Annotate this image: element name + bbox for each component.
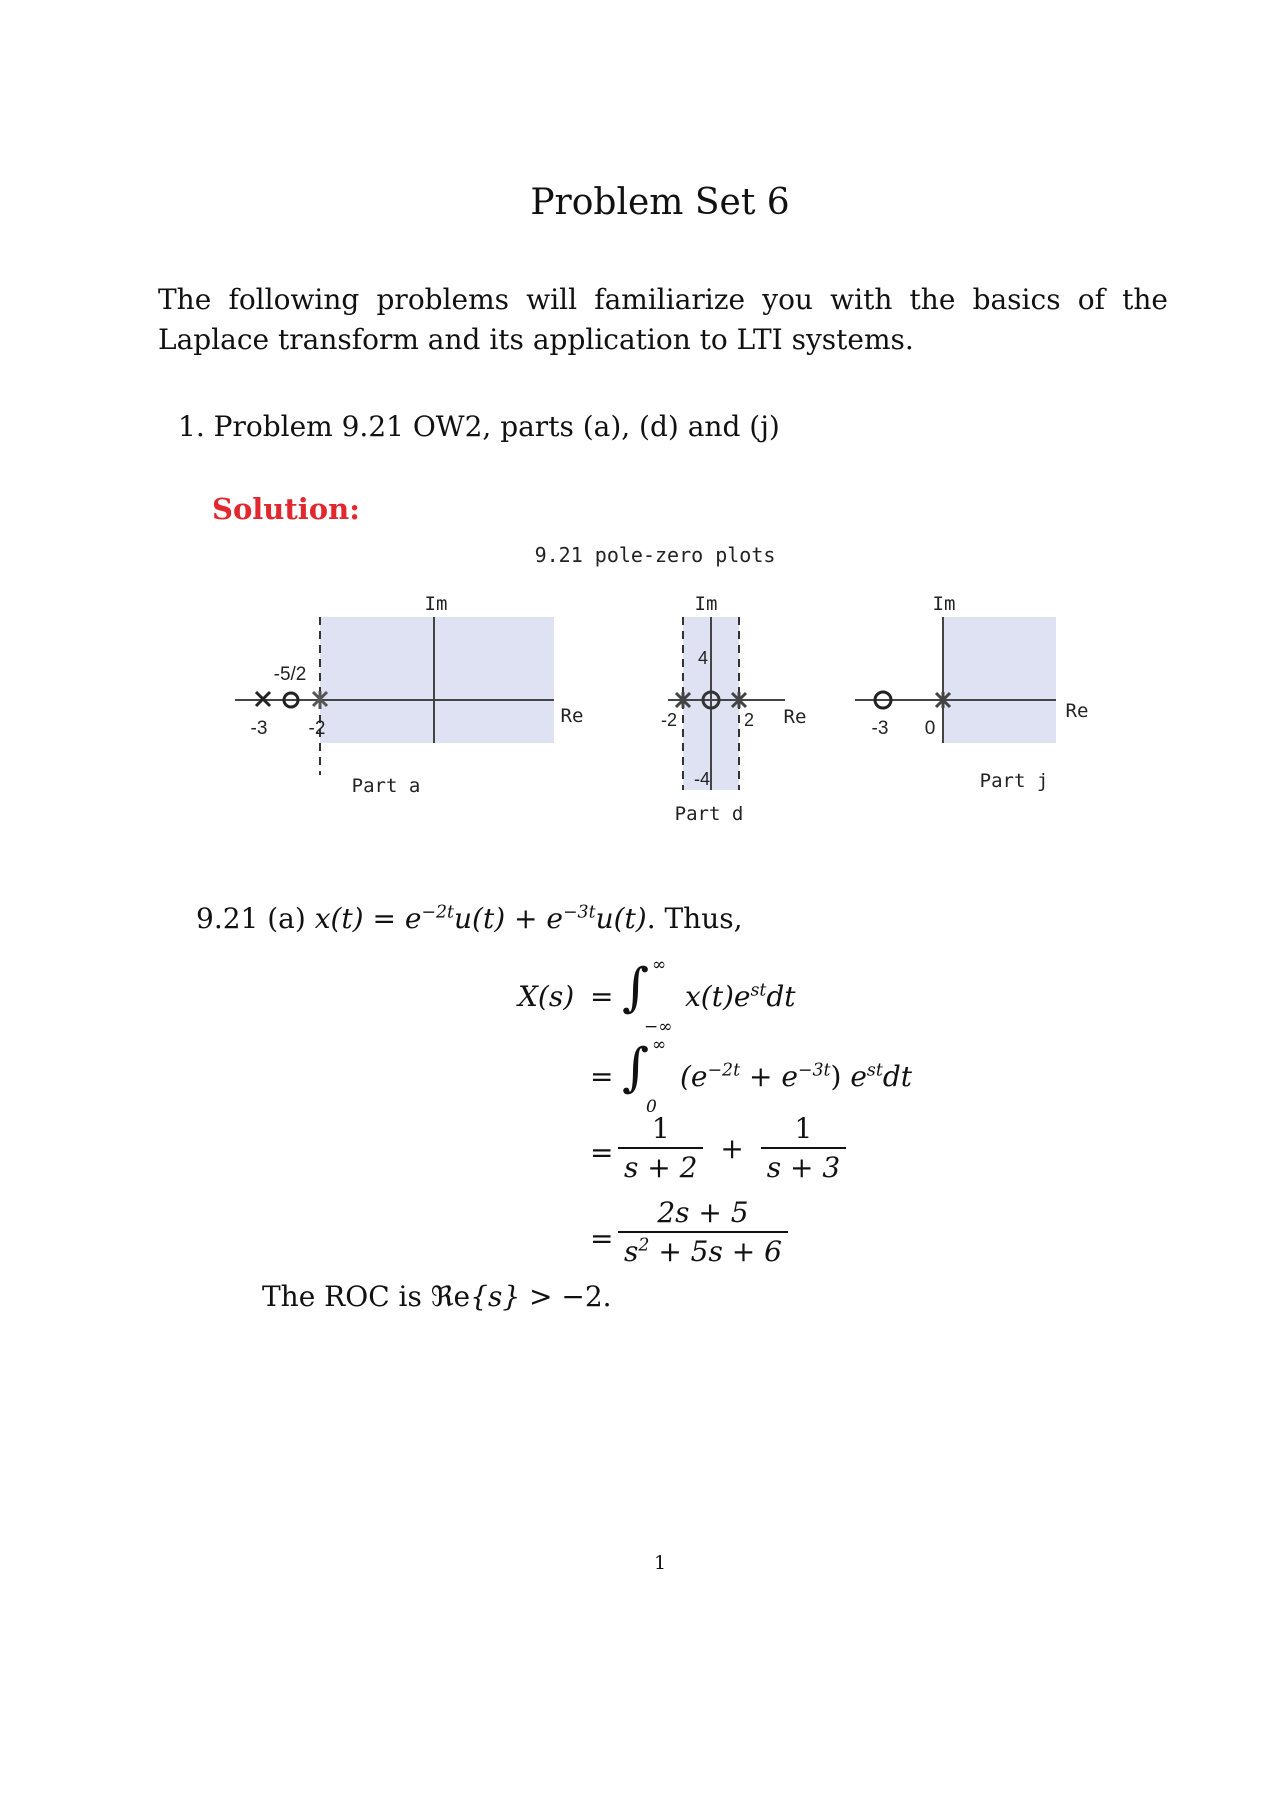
fraction-numerator: 2s + 5 [657,1196,749,1229]
fraction-numerator: 1 [651,1112,670,1145]
plus-sign: + [720,1131,744,1165]
problem-statement: 1. Problem 9.21 OW2, parts (a), (d) and (j) [178,410,780,443]
fraction-denominator [618,1231,788,1268]
part-j-tick-label: -3 [871,718,889,739]
part-d-tick-label: 4 [697,648,709,668]
combined-fraction [618,1196,788,1268]
part-j-plot [855,593,1088,792]
part-d-tick-label: -4 [693,769,711,789]
eq-plus: + [505,902,547,935]
part-d-tick-label: -2 [660,710,678,730]
part-a-zero-label: -5/2 [273,664,307,685]
integral-sign: ∫ [622,958,650,1018]
eq-tail: . Thus, [646,902,743,935]
part-j-re-label: Re [1065,700,1089,722]
part-j-im-label: Im [932,593,956,615]
integrand-text: ) [830,1060,842,1093]
eq-u1: u(t) [454,902,506,935]
integrand [685,980,796,1013]
integrand-text: + e [740,1060,798,1093]
eq-e2: e [546,902,563,935]
derivation-equals: = [590,1060,614,1093]
integrand-exp: −2t [707,1060,741,1081]
denominator-exp: 2 [638,1235,650,1256]
integral-sign: ∫ [622,1038,650,1098]
fraction [618,1112,703,1184]
denominator-rest: + 5s + 6 [649,1235,782,1268]
integral-upper-limit: ∞ [652,1035,667,1055]
eq-e2-exp: −3t [562,902,596,923]
fraction [761,1112,846,1184]
equation-intro [196,902,743,935]
fraction [618,1196,788,1268]
part-a-plot [235,593,583,797]
integrand-text: x(t)e [685,980,751,1013]
fraction-numerator: 1 [794,1112,813,1145]
eq-xt: x(t) [314,902,364,935]
roc-prefix: The ROC is [262,1280,431,1313]
derivation-equals: = [590,1136,614,1169]
page-title: Problem Set 6 [530,182,790,223]
intro-paragraph: The following problems will familiarize you with the basics of the Laplace transform and its application to LTI systems. [158,283,1168,356]
roc-suffix: > −2. [520,1280,612,1313]
integrand [680,1060,912,1093]
part-a-caption: Part a [351,775,421,797]
pole-zero-figure [0,540,1280,840]
integral-lower-limit: 0 [646,1097,657,1117]
derivation-equals: = [590,980,614,1013]
roc-statement [262,1280,612,1313]
integrand-text: e [841,1060,867,1093]
part-j-roc-region [943,617,1056,743]
eq-prefix: 9.21 (a) [196,902,315,935]
part-d-im-label: Im [694,593,718,615]
denominator-base: s [624,1235,639,1268]
part-a-tick-label: -2 [308,718,326,739]
integrand-exp: −3t [797,1060,831,1081]
part-d-plot [661,593,806,825]
integrand-exp: st [750,980,767,1001]
eq-equals: = [363,902,405,935]
eq-e1: e [404,902,422,935]
integral-lower-limit: −∞ [644,1017,673,1037]
integrand-text: (e [680,1060,708,1093]
part-a-im-label: Im [424,593,448,615]
fraction-denominator: s + 2 [618,1147,703,1184]
part-j-caption: Part j [979,770,1049,792]
part-a-tick-label: -3 [250,718,268,739]
partial-fractions [618,1112,846,1184]
part-j-tick-label: 0 [924,718,936,739]
part-a-re-label: Re [560,705,584,727]
part-d-caption: Part d [674,803,744,825]
derivation-lhs: X(s) [518,980,575,1013]
derivation-equals: = [590,1222,614,1255]
part-d-tick-label: 2 [743,710,755,730]
integrand-dt: dt [766,980,796,1013]
solution-label: Solution: [212,492,360,526]
part-d-re-label: Re [783,706,807,728]
integral-upper-limit: ∞ [652,955,667,975]
figure-title: 9.21 pole-zero plots [534,543,776,567]
eq-u2: u(t) [595,902,647,935]
part-a-roc-region [320,617,554,743]
integrand-dt: dt [882,1060,912,1093]
page-number: 1 [653,1552,667,1574]
fraction-denominator: s + 3 [761,1147,846,1184]
roc-braces: {s} [470,1280,521,1313]
integrand-exp: st [866,1060,883,1081]
eq-e1-exp: −2t [421,902,454,923]
roc-re-symbol: ℜe [430,1280,471,1313]
